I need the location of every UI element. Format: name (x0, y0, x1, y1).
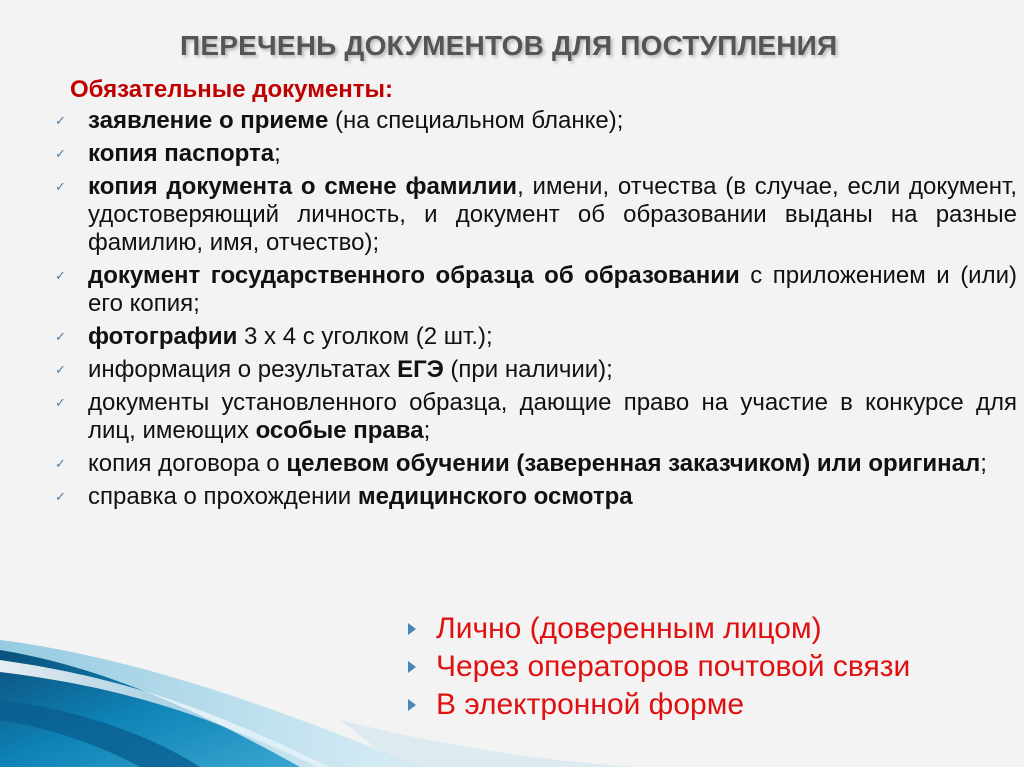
list-item (55, 483, 1017, 511)
checkmark-icon: ✓ (55, 489, 66, 504)
list-item (55, 389, 1017, 445)
submission-methods-list (408, 610, 910, 724)
method-label: Через операторов почтовой связи (436, 650, 911, 683)
required-documents-list (55, 107, 1017, 516)
item-text: ; (274, 140, 281, 167)
checkmark-icon: ✓ (55, 456, 66, 471)
item-bold-text: особые права (255, 417, 424, 444)
item-text: ; (423, 417, 431, 444)
list-item (408, 686, 910, 724)
triangle-bullet-icon (408, 661, 416, 673)
item-lead-text: документы установленного образца, дающие право на участие в конкурсе для лиц, имеющих (88, 389, 1017, 444)
item-lead-text: информация о результатах (88, 356, 398, 383)
item-bold-text: ЕГЭ (397, 356, 444, 383)
method-label: В электронной форме (436, 688, 745, 721)
list-item (55, 323, 1017, 351)
page-title: ПЕРЕЧЕНЬ ДОКУМЕНТОВ ДЛЯ ПОСТУПЛЕНИЯ (180, 30, 838, 61)
list-item (408, 648, 910, 686)
list-item (55, 107, 1017, 135)
list-item (55, 356, 1017, 384)
item-lead-text: справка о прохождении (88, 483, 358, 510)
method-label: Лично (доверенным лицом) (436, 612, 822, 645)
item-bold-text: целевом обучении (заверенная заказчиком) или оригинал (286, 450, 981, 477)
triangle-bullet-icon (408, 699, 416, 711)
item-bold-text: копия паспорта (88, 140, 275, 167)
list-item (55, 450, 1017, 478)
checkmark-icon: ✓ (55, 146, 66, 161)
checkmark-icon: ✓ (55, 113, 66, 128)
checkmark-icon: ✓ (55, 395, 66, 410)
list-item (408, 610, 910, 648)
item-text: с приложением и (или) его копия; (88, 262, 1017, 317)
section-subtitle: Обязательные документы: (70, 76, 394, 103)
item-text: , имени, отчества (в случае, если документ, удостоверяющий личность, и документ об образовании выданы на разные фамилию, имя, отчество); (88, 173, 1017, 256)
checkmark-icon: ✓ (55, 329, 66, 344)
item-bold-text: документ государственного образца об образовании (88, 262, 740, 289)
list-item (55, 140, 1017, 168)
item-text: (при наличии); (443, 356, 613, 383)
checkmark-icon: ✓ (55, 268, 66, 283)
item-bold-text: копия документа о смене фамилии (88, 173, 518, 200)
triangle-bullet-icon (408, 623, 416, 635)
item-text: (на специальном бланке); (328, 107, 624, 134)
item-text: ; (980, 450, 987, 477)
list-item (55, 262, 1017, 318)
item-bold-text: заявление о приеме (88, 107, 329, 134)
item-bold-text: фотографии (88, 323, 238, 350)
list-item (55, 173, 1017, 257)
checkmark-icon: ✓ (55, 179, 66, 194)
item-bold-text: медицинского осмотра (357, 483, 633, 510)
checkmark-icon: ✓ (55, 362, 66, 377)
item-text: 3 х 4 с уголком (2 шт.); (237, 323, 493, 350)
item-lead-text: копия договора о (88, 450, 287, 477)
